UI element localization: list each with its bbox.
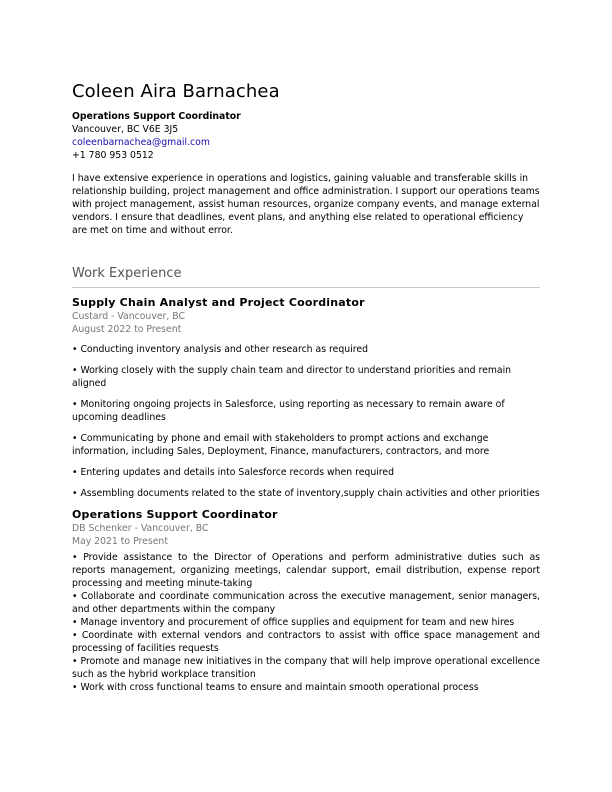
summary-paragraph: I have extensive experience in operations and logistics, gaining valuable and transferable skills in relationship building, project management and office administration. I support our operations teams with project management, assist human resources, organize company events, and manage external vendors. I ensure that deadlines, event plans, and anything else related to operational efficiency are met on time and without error. — [72, 173, 540, 236]
job-location: Vancouver, BC — [117, 311, 185, 322]
job-separator: - — [108, 311, 118, 322]
candidate-title: Operations Support Coordinator — [72, 111, 241, 122]
job-bullet: • Entering updates and details into Salesforce records when required — [72, 467, 395, 478]
section-divider — [72, 287, 540, 288]
section-heading-work-experience: Work Experience — [72, 266, 182, 281]
candidate-phone: +1 780 953 0512 — [72, 150, 154, 161]
job-bullet: • Promote and manage new initiatives in the company that will help improve operational excellence such as the hybrid workplace transition — [72, 656, 540, 680]
job-company-location — [72, 310, 540, 323]
job-location: Vancouver, BC — [140, 523, 209, 534]
job-bullet: • Working closely with the supply chain team and director to understand priorities and remain aligned — [72, 365, 512, 389]
job-dates: August 2022 to Present — [72, 324, 182, 335]
job-separator: - — [131, 523, 141, 534]
candidate-location: Vancouver, BC V6E 3J5 — [72, 124, 179, 135]
job-entry-db-schenker — [72, 508, 540, 694]
job-bullet: • Communicating by phone and email with stakeholders to prompt actions and exchange information, including Sales, Deployment, Finance, manufacturers, contractors, and more — [72, 433, 490, 457]
candidate-email-link[interactable]: coleenbarnachea@gmail.com — [72, 137, 210, 148]
job-bullet: • Collaborate and coordinate communication across the executive management, senior managers, and other departments within the company — [72, 591, 540, 615]
job-bullet: • Assembling documents related to the state of inventory,supply chain activities and other priorities — [72, 488, 540, 499]
job-dates: May 2021 to Present — [72, 536, 168, 547]
job-company: DB Schenker — [72, 523, 132, 534]
job-title: Operations Support Coordinator — [72, 508, 278, 521]
job-company: Custard — [72, 311, 109, 322]
resume-page — [72, 80, 540, 694]
job-bullet: • Conducting inventory analysis and other research as required — [72, 344, 368, 355]
job-entry-custard — [72, 296, 540, 500]
job-title: Supply Chain Analyst and Project Coordinator — [72, 296, 365, 309]
job-bullet: • Work with cross functional teams to ensure and maintain smooth operational process — [72, 682, 479, 693]
candidate-name: Coleen Aira Barnachea — [72, 81, 280, 102]
job-bullet: • Monitoring ongoing projects in Salesforce, using reporting as necessary to remain aware of upcoming deadlines — [72, 399, 505, 423]
job-bullet: • Provide assistance to the Director of Operations and perform administrative duties such as reports management, organizing meetings, calendar support, email distribution, expense report processing and meeting minute-taking — [72, 552, 540, 589]
job-bullet: • Coordinate with external vendors and contractors to assist with office space management and processing of facilities requests — [72, 630, 540, 654]
job-bullet: • Manage inventory and procurement of office supplies and equipment for team and new hires — [72, 617, 515, 628]
job-company-location — [72, 522, 540, 535]
